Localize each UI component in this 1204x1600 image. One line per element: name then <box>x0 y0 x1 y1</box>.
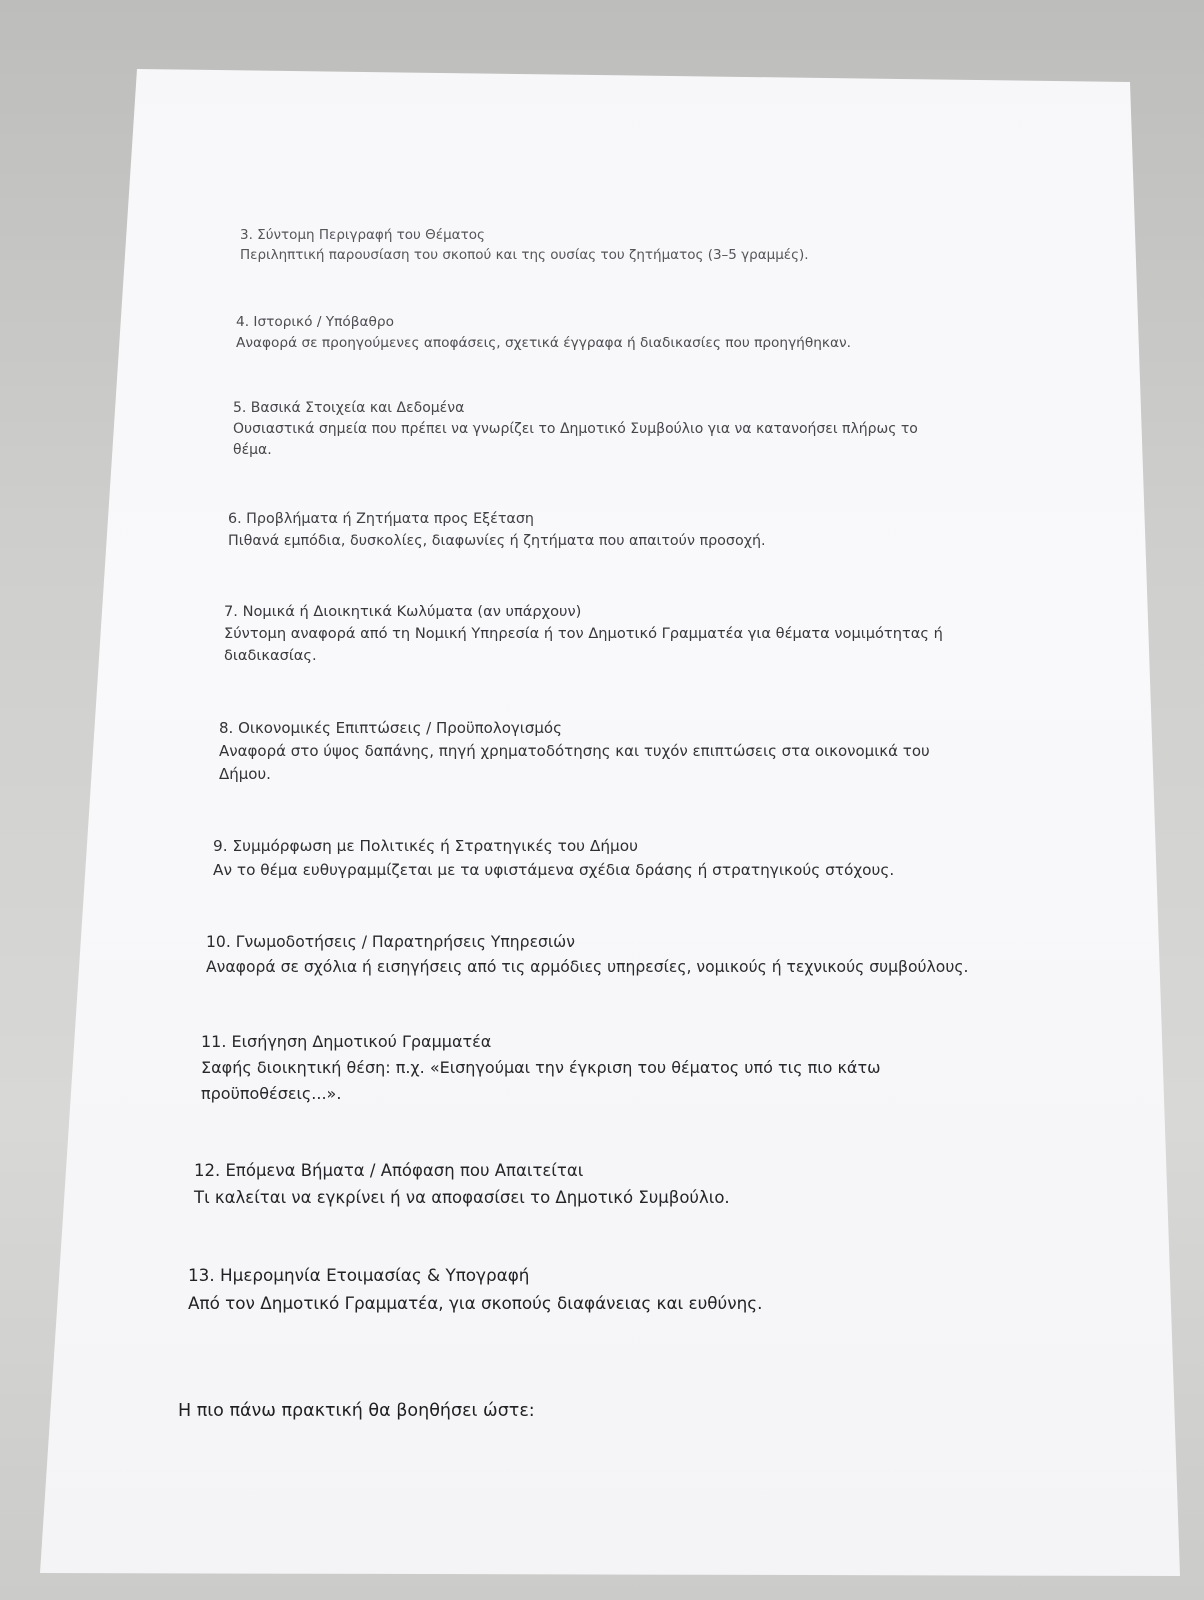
section-7-description: Σύντομη αναφορά από τη Νομική Υπηρεσία ή τον Δημοτικό Γραμματέα για θέματα νομιμότητας ή διαδικασίας. <box>224 625 943 664</box>
section-13-description: Από τον Δημοτικό Γραμματέα, για σκοπούς διαφάνειας και ευθύνης. <box>188 1293 763 1313</box>
section-9-heading: 9. Συμμόρφωση με Πολιτικές ή Στρατηγικές του Δήμου <box>213 837 638 855</box>
section-10-description: Αναφορά σε σχόλια ή εισηγήσεις από τις αρμόδιες υπηρεσίες, νομικούς ή τεχνικούς συμβούλους. <box>206 958 969 976</box>
section-5-description: Ουσιαστικά σημεία που πρέπει να γνωρίζει το Δημοτικό Συμβούλιο για να κατανοήσει πλήρως το θέμα. <box>233 421 918 458</box>
section-10-heading: 10. Γνωμοδοτήσεις / Παρατηρήσεις Υπηρεσιών <box>206 933 575 951</box>
section-8 <box>219 717 930 786</box>
section-8-description: Αναφορά στο ύψος δαπάνης, πηγή χρηματοδότησης και τυχόν επιπτώσεις στα οικονομικά του Δήμου. <box>219 742 930 783</box>
section-9 <box>213 834 894 882</box>
section-3 <box>240 225 809 265</box>
section-12-heading: 12. Επόμενα Βήματα / Απόφαση που Απαιτείται <box>194 1161 584 1180</box>
section-7-heading: 7. Νομικά ή Διοικητικά Κωλύματα (αν υπάρχουν) <box>224 603 582 620</box>
closing-statement: Η πιο πάνω πρακτική θα βοηθήσει ώστε: <box>178 1401 535 1421</box>
section-5 <box>233 398 918 461</box>
section-4 <box>236 312 851 354</box>
section-12 <box>194 1157 730 1211</box>
section-3-description: Περιληπτική παρουσίαση του σκοπού και της ουσίας του ζητήματος (3–5 γραμμές). <box>240 247 809 263</box>
section-6-heading: 6. Προβλήματα ή Ζητήματα προς Εξέταση <box>228 511 534 527</box>
section-7 <box>224 601 943 667</box>
section-13-heading: 13. Ημερομηνία Ετοιμασίας & Υπογραφή <box>188 1265 530 1285</box>
section-4-description: Αναφορά σε προηγούμενες αποφάσεις, σχετικά έγγραφα ή διαδικασίες που προηγήθηκαν. <box>236 335 851 351</box>
section-12-description: Τι καλείται να εγκρίνει ή να αποφασίσει το Δημοτικό Συμβούλιο. <box>194 1188 730 1207</box>
section-13 <box>188 1261 762 1317</box>
section-4-heading: 4. Ιστορικό / Υπόβαθρο <box>236 314 394 330</box>
section-11-description: Σαφής διοικητική θέση: π.χ. «Εισηγούμαι την έγκριση του θέματος υπό τις πιο κάτω προϋποθέσεις...». <box>201 1058 881 1103</box>
section-11-heading: 11. Εισήγηση Δημοτικού Γραμματέα <box>201 1032 492 1051</box>
section-8-heading: 8. Οικονομικές Επιπτώσεις / Προϋπολογισμός <box>219 719 562 737</box>
section-9-description: Αν το θέμα ευθυγραμμίζεται με τα υφιστάμενα σχέδια δράσης ή στρατηγικούς στόχους. <box>213 861 895 879</box>
section-6 <box>228 508 766 552</box>
section-3-heading: 3. Σύντομη Περιγραφή του Θέματος <box>240 227 485 243</box>
section-5-heading: 5. Βασικά Στοιχεία και Δεδομένα <box>233 400 465 416</box>
section-10 <box>206 930 968 980</box>
section-11 <box>201 1029 881 1107</box>
section-6-description: Πιθανά εμπόδια, δυσκολίες, διαφωνίες ή ζητήματα που απαιτούν προσοχή. <box>228 533 766 549</box>
